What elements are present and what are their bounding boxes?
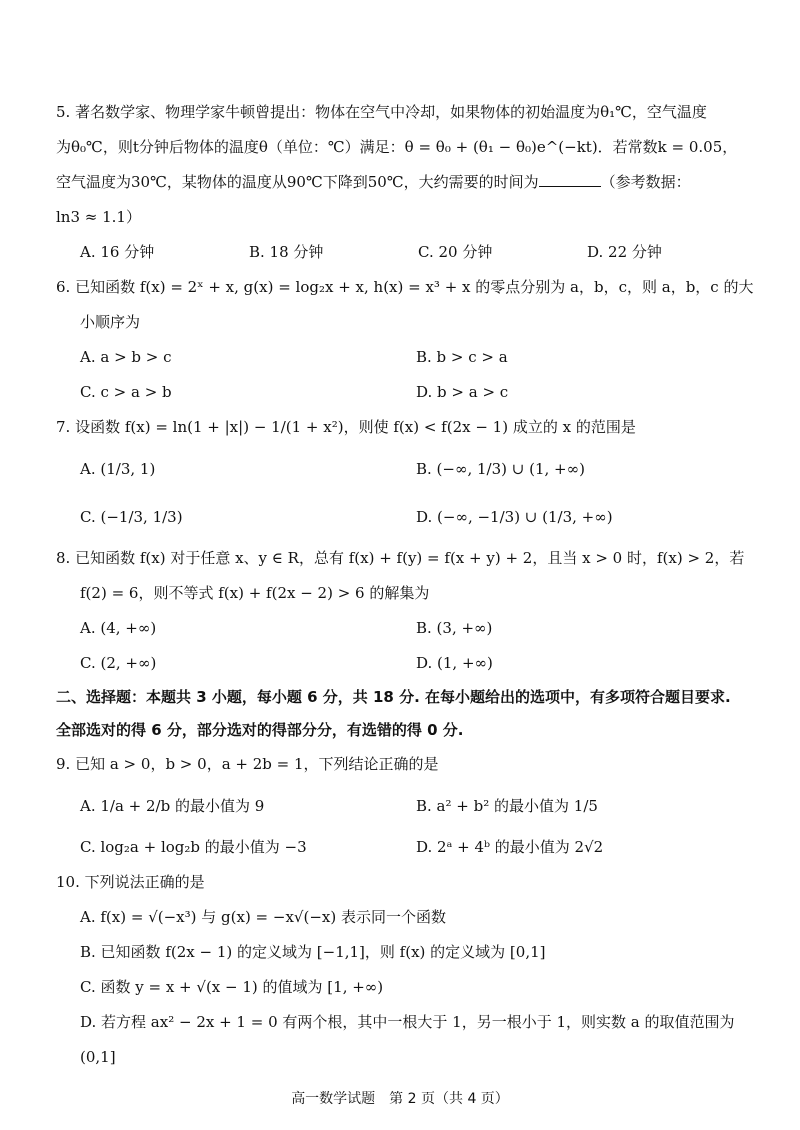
q10-option-d: D. 若方程 ax² − 2x + 1 = 0 有两个根，其中一根大于 1，另一根小于 1，则实数 a 的取值范围为 (0,1] bbox=[80, 1013, 735, 1066]
q5-line1: 5. 著名数学家、物理学家牛顿曾提出：物体在空气中冷却，如果物体的初始温度为θ₁℃，空气温度 bbox=[56, 103, 707, 121]
q5-option-d: D. 22 分钟 bbox=[587, 243, 662, 261]
q7-option-c: C. (−1/3, 1/3) bbox=[80, 508, 183, 526]
q5-line4: ln3 ≈ 1.1） bbox=[56, 208, 141, 226]
q8-option-b: B. (3, +∞) bbox=[416, 619, 493, 637]
question-6 bbox=[56, 270, 756, 340]
q6-option-d: D. b > a > c bbox=[416, 383, 509, 401]
q5-line3b: （参考数据： bbox=[600, 173, 691, 191]
q7-option-b: B. (−∞, 1/3) ∪ (1, +∞) bbox=[416, 460, 585, 478]
q10-option-b: B. 已知函数 f(2x − 1) 的定义域为 [−1,1]，则 f(x) 的定义域为 [0,1] bbox=[80, 943, 546, 961]
question-7 bbox=[56, 410, 756, 445]
q8-option-d: D. (1, +∞) bbox=[416, 654, 493, 672]
q6-options-row1 bbox=[56, 340, 756, 375]
question-8 bbox=[56, 541, 756, 611]
q5-option-b: B. 18 分钟 bbox=[249, 243, 324, 261]
q10-option-c: C. 函数 y = x + √(x − 1) 的值域为 [1, +∞) bbox=[80, 978, 384, 996]
q6-line2: 小顺序为 bbox=[80, 313, 141, 331]
q5-line3 bbox=[56, 165, 756, 200]
q7-stem: 7. 设函数 f(x) = ln(1 + |x|) − 1/(1 + x²)，则使 f(x) < f(2x − 1) 成立的 x 的范围是 bbox=[56, 418, 636, 436]
q5-option-a: A. 16 分钟 bbox=[80, 243, 155, 261]
q6-options-row2 bbox=[56, 375, 756, 410]
q8-options-row2 bbox=[56, 646, 756, 681]
q7-options-row1 bbox=[56, 445, 756, 493]
q8-line1: 8. 已知函数 f(x) 对于任意 x、y ∈ R，总有 f(x) + f(y) = f(x + y) + 2，且当 x > 0 时，f(x) > 2，若 bbox=[56, 549, 745, 567]
q6-option-c: C. c > a > b bbox=[80, 383, 172, 401]
q9-stem: 9. 已知 a > 0，b > 0，a + 2b = 1，下列结论正确的是 bbox=[56, 755, 439, 773]
q6-line1: 6. 已知函数 f(x) = 2ˣ + x, g(x) = log₂x + x, h(x) = x³ + x 的零点分别为 a，b，c，则 a，b，c 的大 bbox=[56, 278, 754, 296]
section-2-heading bbox=[56, 681, 756, 747]
q6-option-a: A. a > b > c bbox=[80, 348, 172, 366]
q6-option-b: B. b > c > a bbox=[416, 348, 508, 366]
section-2-line1: 二、选择题：本题共 3 小题，每小题 6 分，共 18 分. 在每小题给出的选项中，有多项符合题目要求. bbox=[56, 688, 731, 706]
q5-line2: 为θ₀℃，则t分钟后物体的温度θ（单位：℃）满足：θ = θ₀ + (θ₁ − θ₀)e^(−kt)．若常数k = 0.05， bbox=[56, 138, 738, 156]
answer-blank bbox=[539, 172, 601, 187]
q7-option-a: A. (1/3, 1) bbox=[80, 460, 156, 478]
q8-option-a: A. (4, +∞) bbox=[80, 619, 157, 637]
q5-options bbox=[56, 235, 756, 270]
q8-option-c: C. (2, +∞) bbox=[80, 654, 157, 672]
q8-line2: f(2) = 6，则不等式 f(x) + f(2x − 2) > 6 的解集为 bbox=[80, 584, 430, 602]
section-2-line2: 全部选对的得 6 分，部分选对的得部分分，有选错的得 0 分. bbox=[56, 721, 464, 739]
q10-option-a: A. f(x) = √(−x³) 与 g(x) = −x√(−x) 表示同一个函数 bbox=[80, 908, 446, 926]
q9-options-row1 bbox=[56, 782, 756, 830]
question-9 bbox=[56, 747, 756, 782]
q7-option-d: D. (−∞, −1/3) ∪ (1/3, +∞) bbox=[416, 508, 613, 526]
q9-option-d: D. 2ᵃ + 4ᵇ 的最小值为 2√2 bbox=[416, 838, 604, 856]
q9-option-a: A. 1/a + 2/b 的最小值为 9 bbox=[80, 797, 265, 815]
q9-options-row2 bbox=[56, 830, 756, 865]
q5-option-c: C. 20 分钟 bbox=[418, 243, 493, 261]
q5-line3a: 空气温度为30℃，某物体的温度从90℃下降到50℃，大约需要的时间为 bbox=[56, 173, 539, 191]
question-5 bbox=[56, 95, 756, 235]
q7-options-row2 bbox=[56, 493, 756, 541]
q8-options-row1 bbox=[56, 611, 756, 646]
q10-stem: 10. 下列说法正确的是 bbox=[56, 873, 205, 891]
page-footer: 高一数学试题 第 2 页（共 4 页） bbox=[291, 1091, 509, 1107]
q9-option-c: C. log₂a + log₂b 的最小值为 −3 bbox=[80, 838, 307, 856]
q9-option-b: B. a² + b² 的最小值为 1/5 bbox=[416, 797, 598, 815]
question-10 bbox=[56, 865, 756, 1075]
